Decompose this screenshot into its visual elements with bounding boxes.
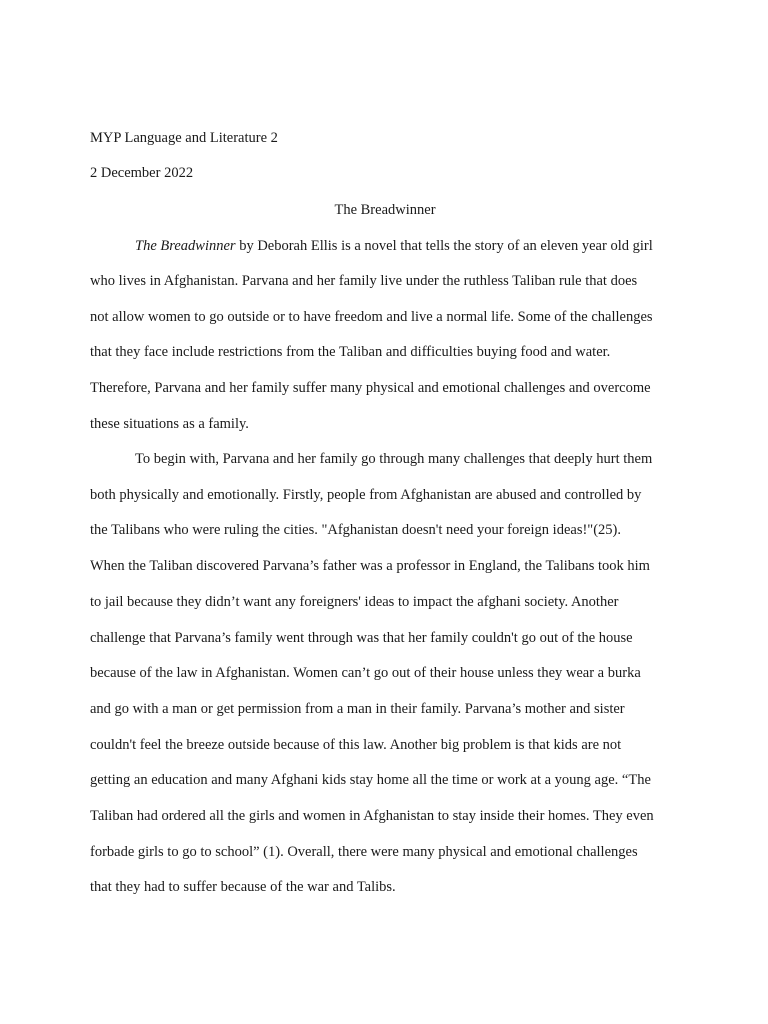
paragraph-1-line-1-text: by Deborah Ellis is a novel that tells the story of an eleven year old girl [235, 238, 653, 254]
document-date: 2 December 2022 [90, 165, 194, 181]
course-name: MYP Language and Literature 2 [90, 130, 278, 146]
document-page [90, 0, 680, 1024]
paragraph-2-line: When the Taliban discovered Parvana’s father was a professor in England, the Talibans took him [90, 558, 650, 574]
paragraph-2-line-1: To begin with, Parvana and her family go through many challenges that deeply hurt them [135, 451, 653, 467]
book-title-italic: The Breadwinner [135, 238, 236, 254]
paragraph-2-line: challenge that Parvana’s family went through was that her family couldn't go out of the house [90, 630, 633, 646]
paragraph-1-line: that they face include restrictions from the Taliban and difficulties buying food and water. [90, 344, 611, 360]
paragraph-2-line: that they had to suffer because of the war and Talibs. [90, 879, 396, 895]
paragraph-1-line-1 [135, 237, 653, 255]
paragraph-1-line: not allow women to go outside or to have freedom and live a normal life. Some of the challenges [90, 309, 653, 325]
paragraph-2-line: because of the law in Afghanistan. Women can’t go out of their house unless they wear a burka [90, 665, 641, 681]
paragraph-2-line: the Talibans who were ruling the cities. "Afghanistan doesn't need your foreign ideas!"(25). [90, 522, 621, 538]
paragraph-2-line: to jail because they didn’t want any foreigners' ideas to impact the afghani society. Another [90, 594, 619, 610]
paragraph-2-line: Taliban had ordered all the girls and women in Afghanistan to stay inside their homes. They even [90, 808, 654, 824]
paragraph-2-line: getting an education and many Afghani kids stay home all the time or work at a young age. “The [90, 772, 651, 788]
paragraph-2-line: both physically and emotionally. Firstly, people from Afghanistan are abused and controlled by [90, 487, 642, 503]
document-title: The Breadwinner [334, 202, 436, 218]
paragraph-2-line: forbade girls to go to school” (1). Overall, there were many physical and emotional challenges [90, 844, 638, 860]
paragraph-1-line: who lives in Afghanistan. Parvana and her family live under the ruthless Taliban rule that does [90, 273, 638, 289]
paragraph-1-line: these situations as a family. [90, 416, 249, 432]
paragraph-1-line: Therefore, Parvana and her family suffer many physical and emotional challenges and overcome [90, 380, 651, 396]
paragraph-2-line: and go with a man or get permission from a man in their family. Parvana’s mother and sister [90, 701, 625, 717]
paragraph-2-line: couldn't feel the breeze outside because of this law. Another big problem is that kids are not [90, 737, 622, 753]
